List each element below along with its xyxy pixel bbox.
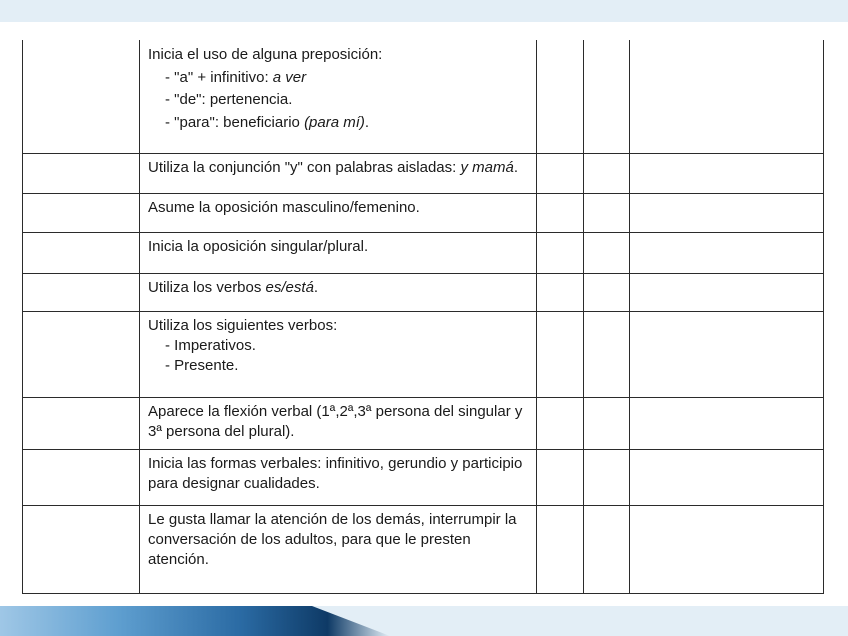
italic-example: y mamá [460, 158, 514, 176]
check-cell[interactable] [584, 40, 630, 153]
criterion-subitem [148, 356, 528, 376]
criterion-cell [140, 153, 537, 193]
check-cell[interactable] [537, 311, 584, 397]
criterion-text [148, 237, 528, 257]
criterion-subitem [148, 336, 528, 356]
text-fragment: Utiliza los verbos [148, 278, 266, 296]
empty-cell-first [23, 449, 140, 505]
check-cell[interactable] [584, 397, 630, 449]
check-cell[interactable] [537, 273, 584, 311]
text-fragment: . [513, 158, 518, 176]
criterion-text [148, 278, 528, 298]
criterion-cell [140, 397, 537, 449]
criterion-text [148, 198, 528, 218]
empty-cell-first [23, 153, 140, 193]
slide-bottom-band [0, 606, 848, 636]
text-fragment: - "a" + infinitivo: [165, 68, 273, 86]
check-cell[interactable] [537, 40, 584, 153]
check-cell[interactable] [537, 232, 584, 273]
table-row [23, 449, 824, 505]
criterion-text [148, 158, 528, 178]
text-fragment: Inicia las formas verbales: infinitivo, gerundio y participio para designar cualidades. [148, 454, 523, 492]
notes-cell[interactable] [630, 273, 824, 311]
criterion-subitem [148, 67, 528, 90]
text-fragment: Inicia el uso de alguna preposición: [148, 46, 383, 63]
notes-cell[interactable] [630, 311, 824, 397]
criterion-subitem [148, 89, 528, 112]
empty-cell-first [23, 232, 140, 273]
text-fragment: - "de": pertenencia. [165, 91, 293, 108]
empty-cell-first [23, 311, 140, 397]
empty-cell-first [23, 40, 140, 153]
criterion-text [148, 510, 528, 570]
notes-cell[interactable] [630, 505, 824, 593]
empty-cell-first [23, 193, 140, 232]
document-page [0, 22, 848, 606]
check-cell[interactable] [584, 232, 630, 273]
criterion-text [148, 44, 528, 67]
text-fragment: . [364, 113, 370, 131]
slide-top-band [0, 0, 848, 22]
text-fragment: Utiliza los siguientes verbos: [148, 316, 338, 334]
italic-example: (para mí) [304, 113, 365, 131]
criterion-cell [140, 505, 537, 593]
notes-cell[interactable] [630, 232, 824, 273]
empty-cell-first [23, 273, 140, 311]
check-cell[interactable] [537, 193, 584, 232]
table-row [23, 40, 824, 153]
check-cell[interactable] [537, 505, 584, 593]
text-fragment: Asume la oposición masculino/femenino. [148, 198, 420, 216]
table-body [23, 40, 824, 593]
check-cell[interactable] [584, 193, 630, 232]
text-fragment: . [313, 278, 319, 296]
table-row [23, 193, 824, 232]
text-fragment: - Imperativos. [165, 336, 256, 354]
notes-cell[interactable] [630, 40, 824, 153]
criterion-text [148, 402, 528, 442]
empty-cell-first [23, 505, 140, 593]
check-cell[interactable] [537, 153, 584, 193]
language-milestones-table [22, 40, 824, 594]
italic-example: es/está [265, 278, 314, 296]
criterion-cell [140, 311, 537, 397]
check-cell[interactable] [584, 311, 630, 397]
notes-cell[interactable] [630, 397, 824, 449]
text-fragment: - "para": beneficiario [165, 113, 305, 131]
check-cell[interactable] [584, 273, 630, 311]
italic-example: a ver [272, 68, 307, 86]
criterion-text [148, 454, 528, 494]
criterion-cell [140, 449, 537, 505]
criterion-text [148, 316, 528, 336]
check-cell[interactable] [537, 397, 584, 449]
criterion-cell [140, 40, 537, 153]
table-row [23, 153, 824, 193]
criterion-cell [140, 193, 537, 232]
table-row [23, 273, 824, 311]
notes-cell[interactable] [630, 449, 824, 505]
table-row [23, 311, 824, 397]
check-cell[interactable] [584, 153, 630, 193]
table-row [23, 505, 824, 593]
empty-cell-first [23, 397, 140, 449]
criterion-subitem [148, 112, 528, 135]
check-cell[interactable] [584, 449, 630, 505]
notes-cell[interactable] [630, 193, 824, 232]
check-cell[interactable] [537, 449, 584, 505]
text-fragment: Le gusta llamar la atención de los demás, interrumpir la conversación de los adultos, para que le presten atención. [148, 510, 517, 568]
text-fragment: - Presente. [165, 356, 239, 374]
table-row [23, 232, 824, 273]
table-row [23, 397, 824, 449]
text-fragment: Utiliza la conjunción "y" con palabras aisladas: [148, 158, 461, 176]
notes-cell[interactable] [630, 153, 824, 193]
check-cell[interactable] [584, 505, 630, 593]
criterion-cell [140, 232, 537, 273]
text-fragment: Aparece la flexión verbal (1ª,2ª,3ª persona del singular y 3ª persona del plural). [148, 402, 523, 440]
decorative-swoosh [0, 606, 390, 636]
text-fragment: Inicia la oposición singular/plural. [148, 237, 369, 255]
criterion-cell [140, 273, 537, 311]
